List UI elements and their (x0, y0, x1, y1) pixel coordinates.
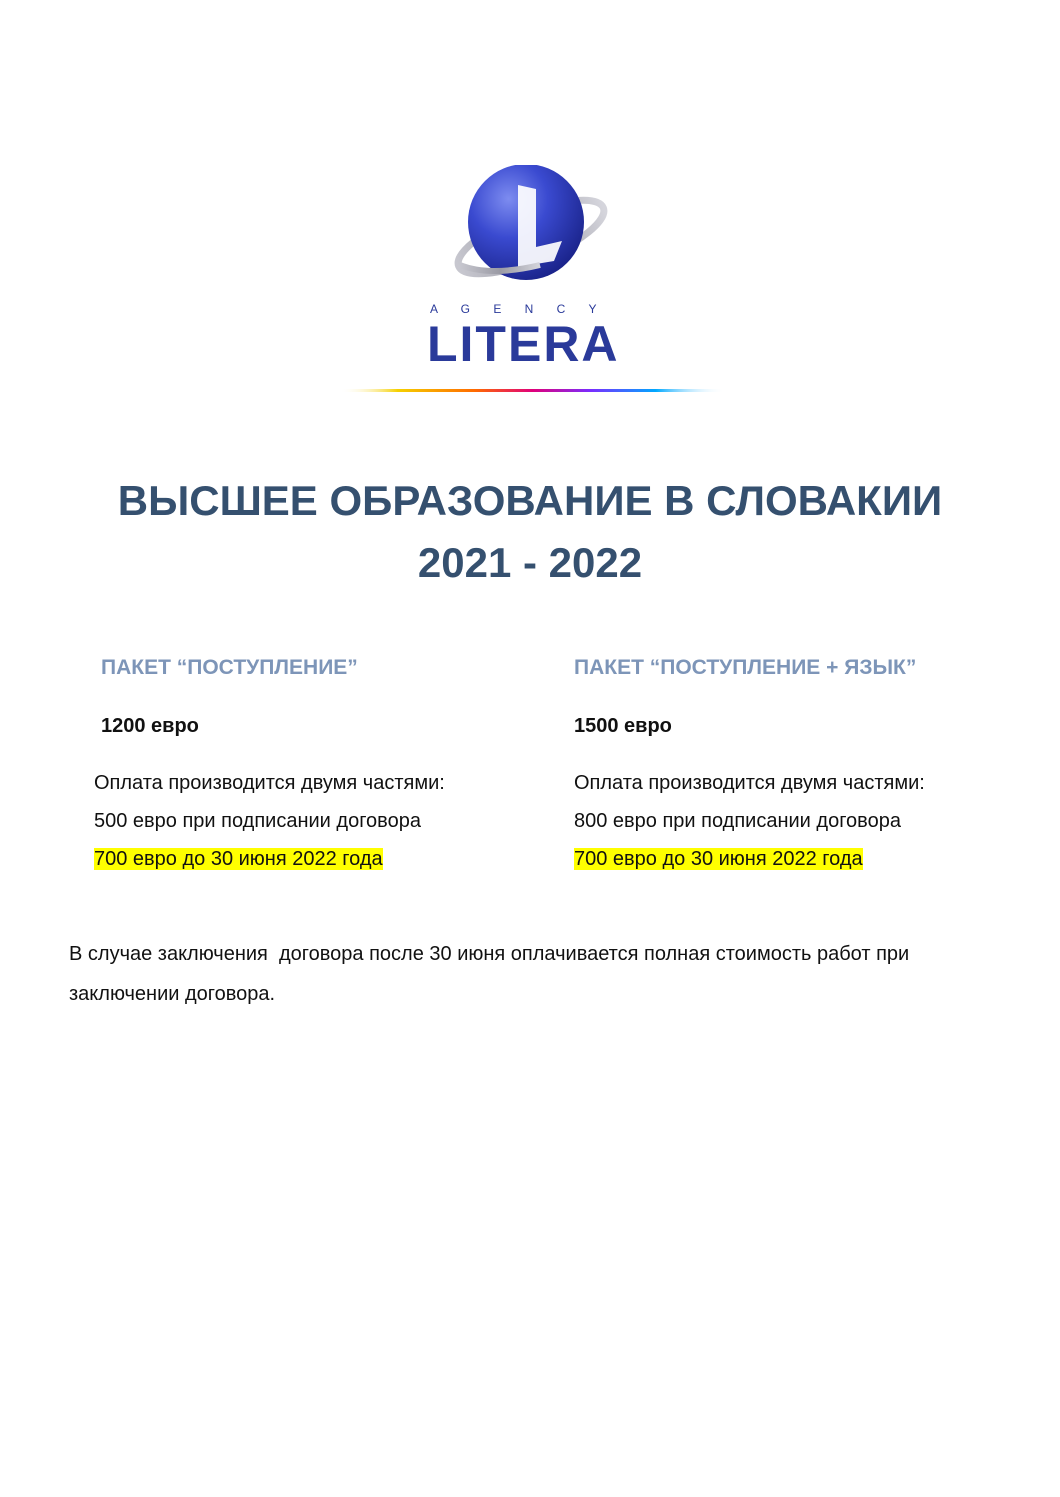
package-title: ПАКЕТ “ПОСТУПЛЕНИЕ + ЯЗЫК” (574, 656, 917, 679)
package-title: ПАКЕТ “ПОСТУПЛЕНИЕ” (101, 656, 358, 679)
page-title (0, 470, 1060, 594)
contract-note (69, 934, 999, 1014)
contract-note-line-2: заключении договора. (69, 983, 276, 1005)
payment-second-part-highlight: 700 евро до 30 июня 2022 года (94, 848, 383, 870)
package-price: 1500 евро (574, 715, 672, 737)
payment-first-part: 800 евро при подписании договора (574, 810, 901, 832)
payment-intro: Оплата производится двумя частями: (94, 772, 445, 794)
package-price: 1200 евро (101, 715, 199, 737)
logo-agency-text: A G E N C Y (430, 302, 607, 316)
package-payment-terms (94, 764, 514, 878)
page-title-line-2: 2021 - 2022 (417, 539, 643, 586)
litera-logo-graphic (340, 165, 730, 400)
contract-note-line-1: В случае заключения договора после 30 июня оплачивается полная стоимость работ при (69, 943, 910, 965)
package-card-admission (94, 648, 514, 878)
litera-logo (340, 165, 730, 400)
logo-brand-text: LITERA (427, 316, 620, 372)
package-card-admission-language (574, 648, 994, 878)
package-payment-terms (574, 764, 994, 878)
payment-intro: Оплата производится двумя частями: (574, 772, 925, 794)
payment-first-part: 500 евро при подписании договора (94, 810, 421, 832)
page-title-line-1: ВЫСШЕЕ ОБРАЗОВАНИЕ В СЛОВАКИИ (117, 477, 943, 524)
payment-second-part-highlight: 700 евро до 30 июня 2022 года (574, 848, 863, 870)
